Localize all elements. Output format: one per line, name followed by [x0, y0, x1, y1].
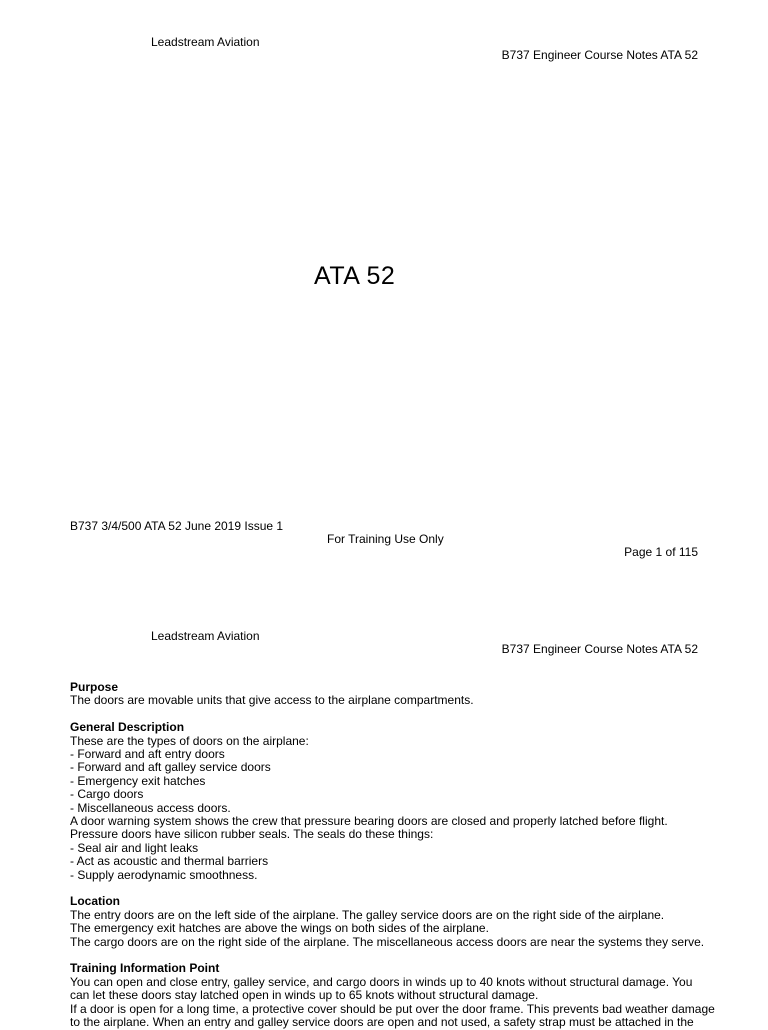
section-heading: Purpose — [70, 680, 119, 694]
section-gap — [70, 882, 710, 895]
body-line: The doors are movable units that give access to the airplane compartments. — [70, 693, 474, 708]
body-line: You can open and close entry, galley service, and cargo doors in winds up to 40 knots without structural damage. You — [70, 974, 693, 989]
section-heading: General Description — [70, 720, 185, 735]
list-item: - Seal air and light leaks — [70, 840, 199, 855]
list-item: - Miscellaneous access doors. — [70, 800, 231, 815]
list-item: - Act as acoustic and thermal barriers — [70, 854, 269, 869]
list-item: - Cargo doors — [70, 787, 144, 802]
company-header: Leadstream Aviation — [151, 35, 260, 49]
course-header: B737 Engineer Course Notes ATA 52 — [501, 48, 698, 62]
page-content — [70, 680, 715, 1030]
body-line: The entry doors are on the left side of the airplane. The galley service doors are on the right side of the airplane. — [70, 907, 665, 922]
list-item: - Emergency exit hatches — [70, 773, 206, 788]
body-line: A door warning system shows the crew that pressure bearing doors are closed and properly latched before flight. — [70, 814, 668, 829]
company-header: Leadstream Aviation — [151, 629, 260, 643]
section-heading: Training Information Point — [70, 961, 220, 976]
page-title: ATA 52 — [314, 262, 396, 290]
body-line: The cargo doors are on the right side of the airplane. The miscellaneous access doors are near the systems they serve. — [70, 934, 705, 949]
section-heading: Location — [70, 894, 120, 909]
body-line: Pressure doors have silicon rubber seals. The seals do these things: — [70, 827, 434, 842]
footer-training: For Training Use Only — [327, 532, 444, 546]
body-line: If a door is open for a long time, a protective cover should be put over the door frame. This prevents bad weather damage — [70, 1001, 715, 1016]
section-gap — [70, 949, 710, 962]
list-item: - Supply aerodynamic smoothness. — [70, 867, 258, 882]
body-line: These are the types of doors on the airplane: — [70, 733, 309, 748]
section-gap — [70, 708, 710, 721]
body-line: The emergency exit hatches are above the wings on both sides of the airplane. — [70, 921, 489, 936]
course-header: B737 Engineer Course Notes ATA 52 — [501, 642, 698, 656]
list-item: - Forward and aft entry doors — [70, 747, 225, 762]
footer-page-number: Page 1 of 115 — [624, 545, 698, 559]
footer-issue: B737 3/4/500 ATA 52 June 2019 Issue 1 — [70, 519, 284, 533]
list-item: - Forward and aft galley service doors — [70, 760, 271, 775]
body-line: can let these doors stay latched open in winds up to 65 knots without structural damage. — [70, 988, 539, 1003]
body-line: to the airplane. When an entry and galley service doors are open and not used, a safety strap must be attached in the — [70, 1015, 694, 1030]
